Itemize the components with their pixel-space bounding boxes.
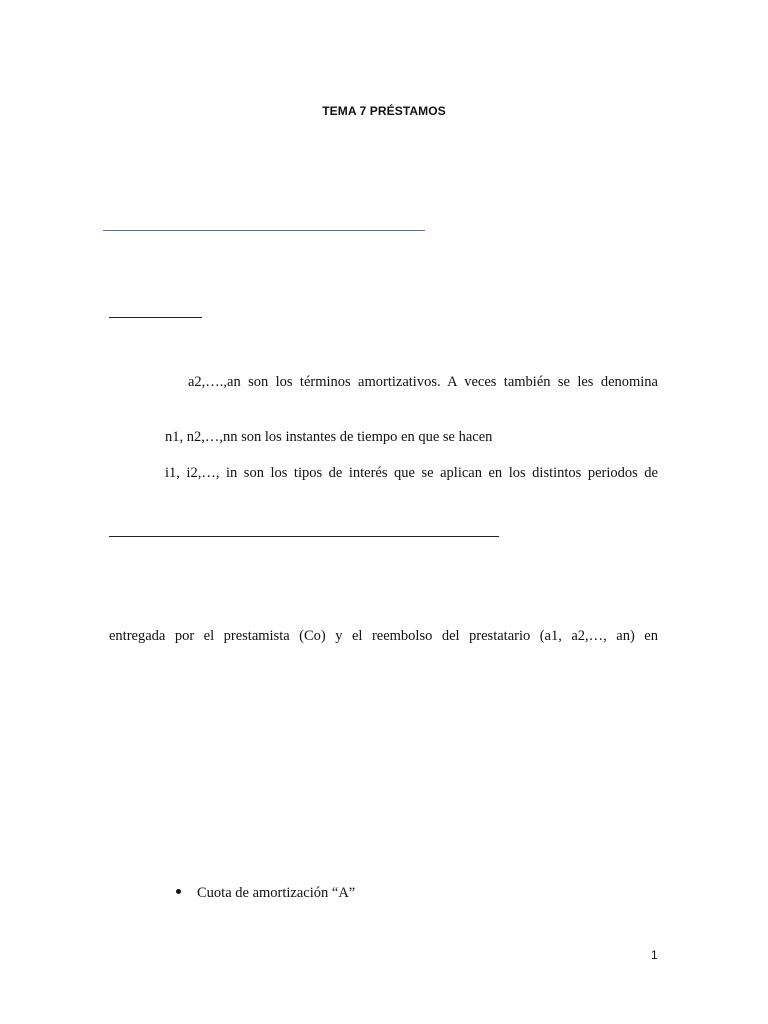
paragraph-line-terminos-amortizativos: a2,….,an son los términos amortizativos. A veces también se les denomina bbox=[188, 374, 658, 390]
paragraph-line-entregada: entregada por el prestamista (Co) y el reembolso del prestatario (a1, a2,…, an) en bbox=[109, 628, 658, 644]
page-title: TEMA 7 PRÉSTAMOS bbox=[322, 104, 446, 118]
bullet-text: Cuota de amortización “A” bbox=[197, 885, 356, 901]
section-heading-underline-long bbox=[109, 536, 499, 537]
bullet-icon bbox=[176, 889, 181, 894]
paragraph-line-instantes: n1, n2,…,nn son los instantes de tiempo en que se hacen bbox=[165, 429, 493, 445]
hyperlink-underline[interactable] bbox=[103, 230, 425, 231]
page-number: 1 bbox=[651, 948, 658, 962]
bullet-list-item bbox=[176, 885, 355, 902]
section-heading-underline bbox=[109, 317, 202, 318]
paragraph-line-tipos-interes: i1, i2,…, in son los tipos de interés que se aplican en los distintos periodos de bbox=[165, 465, 658, 481]
